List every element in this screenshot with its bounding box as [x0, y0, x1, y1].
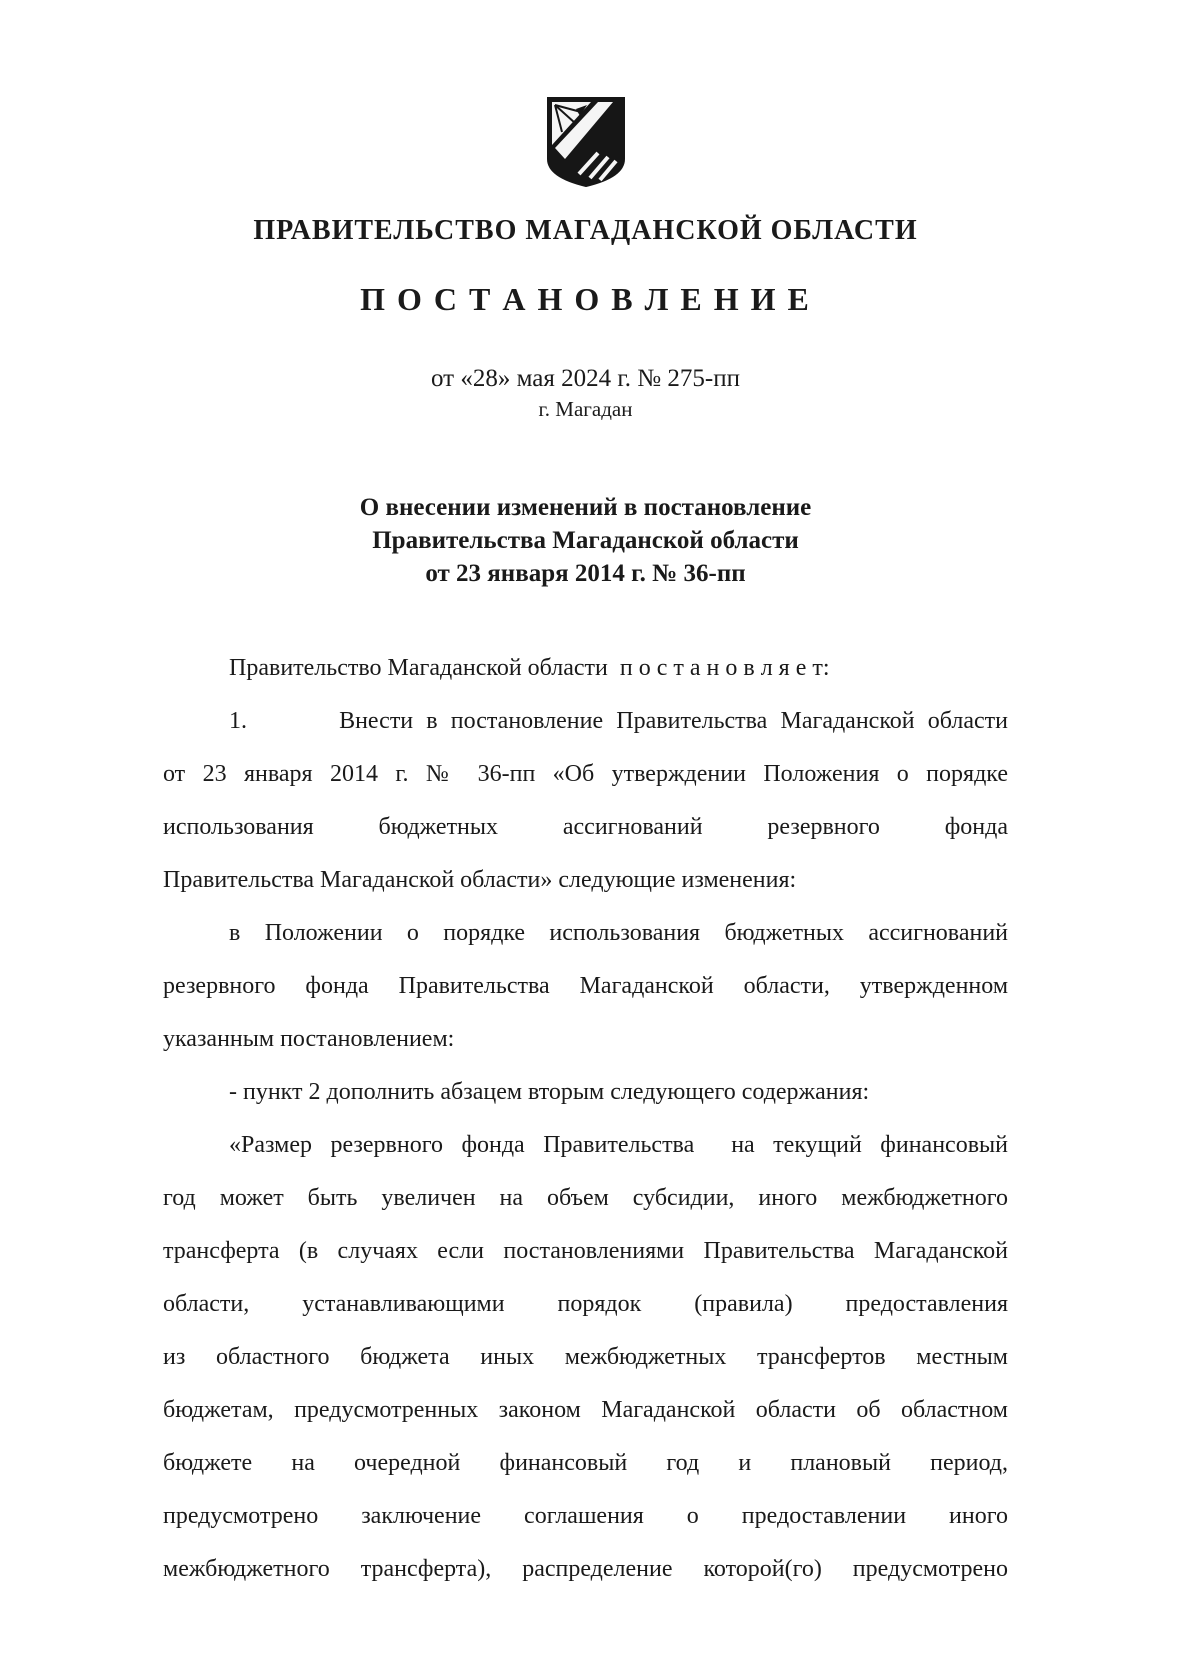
- paragraph: [163, 1066, 1008, 1119]
- issuing-authority-title: ПРАВИТЕЛЬСТВО МАГАДАНСКОЙ ОБЛАСТИ: [253, 215, 918, 246]
- text-line: бюджете на очередной финансовый год и плановый период,: [163, 1450, 1008, 1476]
- paragraph: [163, 695, 1008, 907]
- paragraph: [163, 1119, 1008, 1596]
- paragraph: [163, 642, 1008, 695]
- document-type-heading: П О С Т А Н О В Л Е Н И Е: [360, 281, 811, 317]
- text-line: 1. Внести в постановление Правительства Магаданской области: [229, 708, 1008, 734]
- text-line: Правительства Магаданской области» следующие изменения:: [163, 867, 797, 893]
- subject-line: Правительства Магаданской области: [372, 527, 799, 554]
- text-line: бюджетам, предусмотренных законом Магаданской области об областном: [163, 1397, 1008, 1423]
- text-line: «Размер резервного фонда Правительства на текущий финансовый: [229, 1132, 1008, 1158]
- document-subject: [163, 491, 1008, 590]
- text-line: области, устанавливающими порядок (правила) предоставления: [163, 1291, 1008, 1317]
- text-line: от 23 января 2014 г. № 36-пп «Об утверждении Положения о порядке: [163, 761, 1008, 787]
- subject-line: О внесении изменений в постановление: [359, 494, 812, 521]
- subject-line: от 23 января 2014 г. № 36-пп: [425, 560, 746, 587]
- text-line: трансферта (в случаях если постановлениями Правительства Магаданской: [163, 1238, 1008, 1264]
- text-line: - пункт 2 дополнить абзацем вторым следующего содержания:: [229, 1079, 870, 1105]
- document-content: [163, 0, 1008, 1596]
- text-line: использования бюджетных ассигнований резервного фонда: [163, 814, 1008, 840]
- text-line: предусмотрено заключение соглашения о предоставлении иного: [163, 1503, 1008, 1529]
- text-line: из областного бюджета иных межбюджетных трансфертов местным: [163, 1344, 1008, 1370]
- text-line: межбюджетного трансферта), распределение которой(го) предусмотрено: [163, 1556, 1008, 1582]
- text-line: Правительство Магаданской области п о с т а н о в л я е т:: [229, 655, 830, 681]
- paragraph: [163, 907, 1008, 1066]
- text-line: год может быть увеличен на объем субсидии, иного межбюджетного: [163, 1185, 1008, 1211]
- document-body: [163, 642, 1008, 1596]
- place-line: г. Магадан: [538, 397, 633, 421]
- text-line: резервного фонда Правительства Магаданской области, утвержденном: [163, 973, 1008, 999]
- coat-of-arms-icon: [545, 95, 627, 189]
- text-line: указанным постановлением:: [163, 1026, 455, 1052]
- date-number-line: от «28» мая 2024 г. № 275-пп: [431, 365, 740, 392]
- text-line: в Положении о порядке использования бюджетных ассигнований: [229, 920, 1008, 946]
